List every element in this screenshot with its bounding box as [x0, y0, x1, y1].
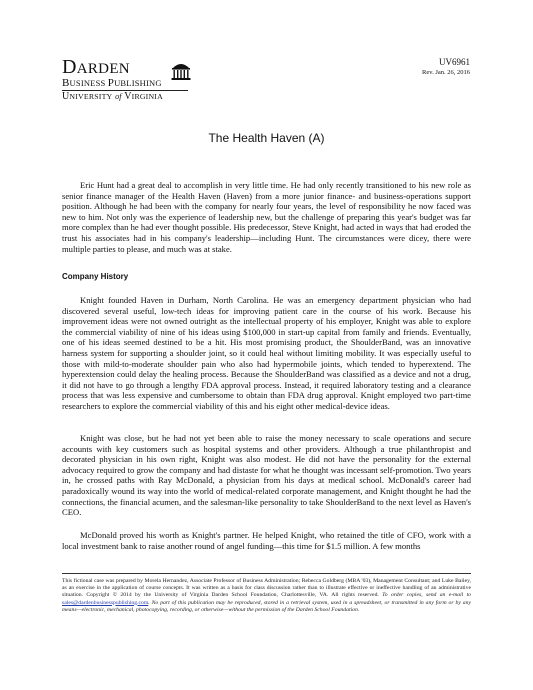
logo-university: UNIVERSITY of VIRGINIA [62, 91, 163, 102]
footnote-divider [62, 573, 471, 574]
history-paragraph-2: Knight was close, but he had not yet been able to raise the money necessary to scale operations and secure accounts with key customers such as hospital systems and other providers. Although a true philanthropist and decorated physician in his own right, Knight was also modest. He did not have the personality for the external advocacy required to grow the company and had distaste for what he thought was incessant self-promotion. Two years in, he crossed paths with Ray McDonald, a physician from his days at medical school. McDonald's career had paradoxically wound its way into the world of medical-related corporate management, and Knight thought he had the connections, the financial acumen, and the salesman-like personality to take ShoulderBand to the next level as Haven's CEO. [62, 433, 471, 518]
copyright-footnote: This fictional case was prepared by Morela Hernandez, Associate Professor of Business Administration; Rebecca Goldberg (MBA '03), Management Consultant; and Luke Bailey, as an exercise in the application of course concepts. It was written as a basis for class discussion rather than to illustrate effective or ineffective handling of an administrative situation. Copyright © 2014 by the University of Virginia Darden School Foundation, Charlottesville, VA. All rights reserved. To order copies, send an e-mail to sales@dardenbusinesspublishing.com. No part of this publication may be reproduced, stored in a retrieval system, used in a spreadsheet, or transmitted in any form or by any means—electronic, mechanical, photocopying, recording, or otherwise—without the permission of the Darden School Foundation. [62, 578, 471, 613]
history-paragraph-3: McDonald proved his worth as Knight's partner. He helped Knight, who retained the title of CFO, work with a local investment bank to raise another round of angel funding—this time for $1.5 million. A few months [62, 530, 471, 551]
intro-paragraph: Eric Hunt had a great deal to accomplish in very little time. He had only recently transitioned to his new role as senior finance manager of the Health Haven (Haven) from a more junior finance- and business-operations support position. Although he had been with the company for nearly four years, the level of responsibility he now faced was new to him. Not only was the experience of leadership new, but the challenge of preparing this year's budget was far more complex than he had ever thought possible. His predecessor, Steve Knight, had acted in ways that had eroded the trust his associates had in his company's leadership—including Hunt. The circumstances were dicey, there were multiple parties to please, and much was at stake. [62, 180, 471, 254]
logo-business-publishing: BUSINESS PUBLISHING [62, 77, 162, 89]
darden-logo [62, 57, 202, 103]
revision-date: Rev. Jan. 26, 2016 [422, 69, 470, 76]
case-title: The Health Haven (A) [208, 131, 325, 145]
sales-email-link[interactable]: sales@dardenbusinesspublishing.com [62, 599, 149, 606]
history-paragraph-1: Knight founded Haven in Durham, North Carolina. He was an emergency department physician who had discovered several useful, low-tech ideas for improving patient care in the course of his work. Because his improvement ideas were not owned outright as the intellectual property of his employer, Knight was able to explore the commercial viability of nine of his ideas using $100,000 in start-up capital from family and friends. Eventually, one of his ideas seemed destined to be a hit. His most promising product, the ShoulderBand, was an innovative harness system for supporting a shoulder joint, so it could heal without limiting mobility. It was especially useful to those with mild-to-moderate shoulder pain who also had hypermobile joints, which tended to hyperextend. The hyperextension could delay the healing process. Because the ShoulderBand was classified as a device and not a drug, it did not have to go through a lengthy FDA approval process. Instead, it required laboratory testing and a clearance process that was less expensive and cumbersome to obtain than FDA drug approval. Knight employed two part-time researchers to explore the commercial viability of this and his eight other medical-device ideas. [62, 295, 471, 411]
logo-darden-wordmark: DARDEN [62, 56, 130, 78]
rotunda-icon [170, 59, 192, 81]
section-heading-company-history: Company History [62, 272, 129, 281]
case-number: UV6961 [439, 57, 470, 67]
